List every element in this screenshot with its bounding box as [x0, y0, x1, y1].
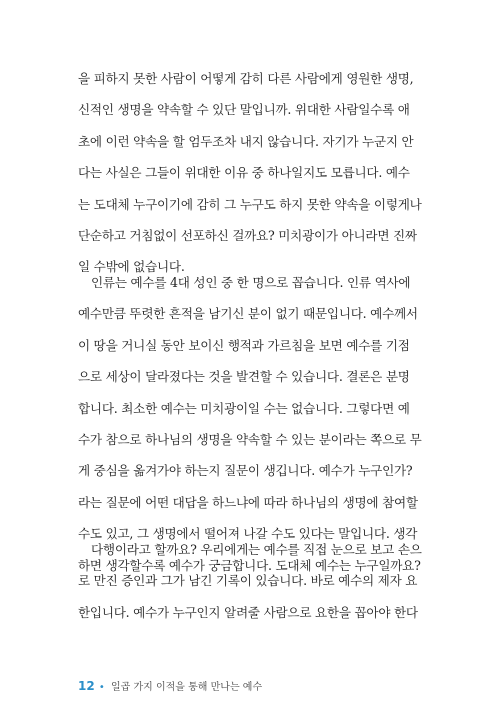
text-line: 는 도대체 누구이기에 감히 그 누구도 하지 못한 약속을 이렇게나 [78, 196, 422, 212]
text-line: 한입니다. 예수가 누구인지 알려줄 사람으로 요한을 꼽아야 한다 [78, 604, 418, 620]
text-line: 다행이라고 할까요? 우리에게는 예수를 직접 눈으로 보고 손으 [91, 542, 422, 557]
footer-separator: • [98, 682, 105, 693]
paragraph-3 [78, 534, 433, 628]
text-line: 예수만큼 뚜렷한 흔적을 남기신 분이 없기 때문입니다. 예수께서 [78, 306, 418, 322]
text-line: 수도 있고, 그 생명에서 떨어져 나갈 수도 있다는 말입니다. 생각 [78, 526, 418, 542]
text-line: 인류는 예수를 4대 성인 중 한 명으로 꼽습니다. 인류 역사에 [91, 275, 411, 290]
page-number: 12 [78, 679, 95, 693]
text-line: 초에 이런 약속을 할 엄두조차 내지 않습니다. 자기가 누군지 안 [78, 133, 414, 149]
running-book-title: 일곱 가지 이적을 통해 만나는 예수 [110, 682, 263, 693]
text-line: 으로 세상이 달라졌다는 것을 발견할 수 있습니다. 결론은 분명 [78, 369, 410, 385]
text-line: 신적인 생명을 약속할 수 있단 말입니까. 위대한 사람일수록 애 [78, 102, 410, 118]
text-line: 일 수밖에 없습니다. [78, 259, 185, 275]
text-line: 게 중심을 옮겨가야 하는지 질문이 생깁니다. 예수가 누구인가? [78, 463, 413, 479]
text-line: 수가 참으로 하나님의 생명을 약속할 수 있는 분이라는 쪽으로 무 [78, 431, 422, 447]
text-line: 을 피하지 못한 사람이 어떻게 감히 다른 사람에게 영원한 생명, [78, 71, 414, 86]
paragraph-1 [78, 63, 433, 283]
text-line: 다는 사실은 그들이 위대한 이유 중 하나일지도 모릅니다. 예수 [78, 165, 410, 181]
text-line: 합니다. 최소한 예수는 미치광이일 수는 없습니다. 그렇다면 예 [78, 400, 410, 416]
text-line: 단순하고 거침없이 선포하신 걸까요? 미치광이가 아니라면 진짜 [78, 227, 417, 243]
page-footer [78, 677, 262, 695]
text-line: 하면 생각할수록 예수가 궁금합니다. 도대체 예수는 누구일까요? [78, 557, 421, 573]
text-line: 이 땅을 거니실 동안 보이신 행적과 가르침을 보면 예수를 기점 [78, 337, 410, 353]
text-line: 라는 질문에 어떤 대답을 하느냐에 따라 하나님의 생명에 참여할 [78, 494, 418, 510]
text-line: 로 만진 증인과 그가 남긴 기록이 있습니다. 바로 예수의 제자 요 [78, 573, 418, 589]
